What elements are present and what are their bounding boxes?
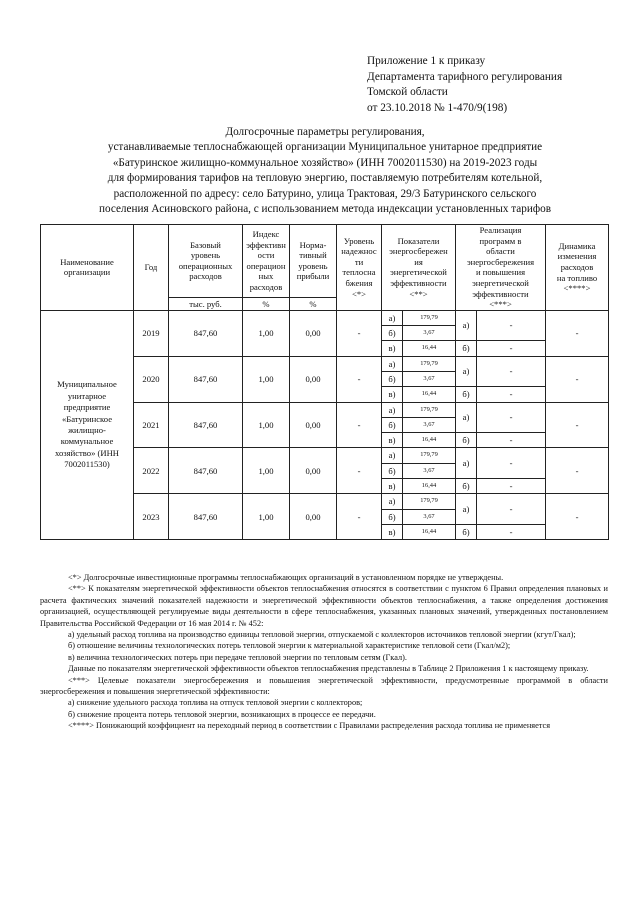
program-letter: а) xyxy=(456,402,477,433)
reliability-cell: - xyxy=(337,448,382,494)
title-line: расположенной по адресу: село Батурино, улица Трактовая, 29/3 Батуринского сельского xyxy=(113,187,537,200)
unit-profit: % xyxy=(290,297,337,310)
title-line: устанавливаемые теплоснабжающей организации Муниципальное унитарное предприятие xyxy=(107,141,543,154)
year-cell: 2019 xyxy=(134,310,169,356)
indicator-letter: а) xyxy=(382,310,403,325)
program-value: - xyxy=(477,341,546,356)
indicator-value: 3,67 xyxy=(403,509,456,524)
reliability-cell: - xyxy=(337,310,382,356)
indicator-value: 179,79 xyxy=(403,448,456,463)
year-cell: 2020 xyxy=(134,356,169,402)
reliability-cell: - xyxy=(337,356,382,402)
profit-cell: 0,00 xyxy=(290,448,337,494)
indicator-letter: а) xyxy=(382,402,403,417)
program-value: - xyxy=(477,448,546,479)
indicator-letter: б) xyxy=(382,463,403,478)
profit-cell: 0,00 xyxy=(290,310,337,356)
program-value: - xyxy=(477,433,546,448)
indicator-letter: в) xyxy=(382,479,403,494)
base-cell: 847,60 xyxy=(169,402,243,448)
program-value: - xyxy=(477,387,546,402)
program-letter: а) xyxy=(456,448,477,479)
header-reliability: Уровень надежнос ти теплосна бжения <*> xyxy=(337,225,382,311)
index-cell: 1,00 xyxy=(243,494,290,540)
program-value: - xyxy=(477,310,546,341)
reliability-cell: - xyxy=(337,402,382,448)
header-program: Реализация программ в области энергосбережения и повышения энергетической эффективности <***> xyxy=(456,225,546,311)
footnote-paragraph: а) снижение удельного расхода топлива на отпуск тепловой энергии с коллекторов; xyxy=(68,698,363,708)
appendix-line: от 23.10.2018 № 1-470/9(198) xyxy=(367,101,508,114)
indicator-letter: в) xyxy=(382,341,403,356)
indicator-letter: в) xyxy=(382,524,403,539)
appendix-line: Приложение 1 к приказу xyxy=(367,55,486,67)
footnote-paragraph: <***> Целевые показатели энергосбережения и повышения энергетической эффективности, предусмотренные программой в области энергосбережения и повышения энергетической эффективности: xyxy=(40,675,608,697)
indicator-value: 3,67 xyxy=(403,463,456,478)
base-cell: 847,60 xyxy=(169,494,243,540)
program-letter: а) xyxy=(456,356,477,387)
indicator-letter: а) xyxy=(382,356,403,371)
program-value: - xyxy=(477,479,546,494)
document-title xyxy=(40,125,610,217)
year-cell: 2021 xyxy=(134,402,169,448)
program-value: - xyxy=(477,524,546,539)
indicator-letter: б) xyxy=(382,326,403,341)
indicator-letter: б) xyxy=(382,417,403,432)
indicator-value: 16,44 xyxy=(403,341,456,356)
title-line: поселения Асиновского района, с использованием метода индексации установленных тарифов xyxy=(99,203,551,216)
indicator-value: 179,79 xyxy=(403,494,456,509)
program-letter: а) xyxy=(456,494,477,525)
header-index: Индекс эффективн ости операцион ных расходов xyxy=(243,225,290,298)
profit-cell: 0,00 xyxy=(290,402,337,448)
program-letter: а) xyxy=(456,310,477,341)
indicator-letter: в) xyxy=(382,387,403,402)
footnote-paragraph: в) величина технологических потерь при передаче тепловой энергии по тепловым сетям (Гкал). xyxy=(68,652,407,662)
indicator-letter: а) xyxy=(382,448,403,463)
index-cell: 1,00 xyxy=(243,402,290,448)
fuel-cell: - xyxy=(546,356,609,402)
table-header-row xyxy=(41,225,609,298)
program-letter: б) xyxy=(456,341,477,356)
header-org: Наименование организации xyxy=(41,225,134,311)
indicator-value: 179,79 xyxy=(403,356,456,371)
program-value: - xyxy=(477,402,546,433)
indicator-value: 3,67 xyxy=(403,417,456,432)
index-cell: 1,00 xyxy=(243,310,290,356)
fuel-cell: - xyxy=(546,494,609,540)
year-cell: 2023 xyxy=(134,494,169,540)
indicator-value: 16,44 xyxy=(403,479,456,494)
fuel-cell: - xyxy=(546,448,609,494)
footnotes xyxy=(40,572,608,732)
indicator-value: 16,44 xyxy=(403,433,456,448)
parameters-table xyxy=(40,224,609,540)
footnote-paragraph: <****> Понижающий коэффициент на переходный период в соответствии с Правилами распределения расхода топлива не применяется xyxy=(68,721,551,731)
title-line: «Батуринское жилищно-коммунальное хозяйство» (ИНН 7002011530) на 2019-2023 годы xyxy=(112,156,538,169)
indicator-value: 16,44 xyxy=(403,524,456,539)
fuel-cell: - xyxy=(546,310,609,356)
program-value: - xyxy=(477,494,546,525)
appendix-line: Томской области xyxy=(367,86,448,98)
program-letter: б) xyxy=(456,524,477,539)
program-letter: б) xyxy=(456,479,477,494)
header-base: Базовый уровень операционных расходов xyxy=(169,225,243,298)
indicator-letter: б) xyxy=(382,509,403,524)
profit-cell: 0,00 xyxy=(290,494,337,540)
title-line: Долгосрочные параметры регулирования, xyxy=(225,126,425,138)
unit-index: % xyxy=(243,297,290,310)
header-energy: Показатели энергосбережен ия энергетической эффективности <**> xyxy=(382,225,456,311)
profit-cell: 0,00 xyxy=(290,356,337,402)
header-profit: Норма- тивный уровень прибыли xyxy=(290,225,337,298)
indicator-letter: а) xyxy=(382,494,403,509)
program-letter: б) xyxy=(456,387,477,402)
indicator-letter: в) xyxy=(382,433,403,448)
title-line: для формирования тарифов на тепловую энергию, поставляемую потребителям котельной, xyxy=(107,172,543,185)
footnote-paragraph: а) удельный расход топлива на производство единицы тепловой энергии, отпускаемой с коллекторов источников тепловой энергии (кгут/Гкал); xyxy=(68,630,576,640)
footnote-paragraph: б) снижение процента потерь тепловой энергии, возникающих в процессе ее передачи. xyxy=(68,709,376,719)
footnote-paragraph: <*> Долгосрочные инвестиционные программы теплоснабжающих организаций в установленном порядке не утверждены. xyxy=(68,573,504,582)
header-fuel: Динамика изменения расходов на топливо <****> xyxy=(546,225,609,311)
footnote-paragraph: б) отношение величины технологических потерь тепловой энергии к материальной характеристике тепловой сети (Гкал/м2); xyxy=(68,641,511,651)
appendix-line: Департамента тарифного регулирования xyxy=(367,70,563,83)
indicator-value: 179,79 xyxy=(403,402,456,417)
header-year: Год xyxy=(134,225,169,311)
base-cell: 847,60 xyxy=(169,356,243,402)
base-cell: 847,60 xyxy=(169,310,243,356)
fuel-cell: - xyxy=(546,402,609,448)
footnote-paragraph: <**> К показателям энергетической эффективности объектов теплоснабжения относятся в соответствии с пунктом 6 Правил определения плановых и расчета фактических значений показателей надежности и энергетической эффективности объектов теплоснабжения, а также определения достижения организацией, осуществляющей регулируемые виды деятельности в сфере теплоснабжения, указанных плановых значений, утвержденных постановлением Правительства Российской Федерации от 16 мая 2014 г. № 452: xyxy=(40,584,608,628)
index-cell: 1,00 xyxy=(243,448,290,494)
indicator-value: 3,67 xyxy=(403,326,456,341)
reliability-cell: - xyxy=(337,494,382,540)
program-letter: б) xyxy=(456,433,477,448)
indicator-value: 179,79 xyxy=(403,310,456,325)
year-cell: 2022 xyxy=(134,448,169,494)
indicator-value: 3,67 xyxy=(403,371,456,386)
indicator-value: 16,44 xyxy=(403,387,456,402)
table-row xyxy=(41,310,609,325)
footnote-paragraph: Данные по показателям энергетической эффективности объектов теплоснабжения представлены в Таблице 2 Приложения 1 к настоящему приказу. xyxy=(68,664,589,674)
base-cell: 847,60 xyxy=(169,448,243,494)
program-value: - xyxy=(477,356,546,387)
unit-base: тыс. руб. xyxy=(169,297,243,310)
index-cell: 1,00 xyxy=(243,356,290,402)
appendix-header xyxy=(367,54,562,116)
indicator-letter: б) xyxy=(382,371,403,386)
org-name-cell: Муниципальное унитарное предприятие «Батуринское жилищно- коммунальное хозяйство» (ИНН 7002011530) xyxy=(41,310,134,539)
